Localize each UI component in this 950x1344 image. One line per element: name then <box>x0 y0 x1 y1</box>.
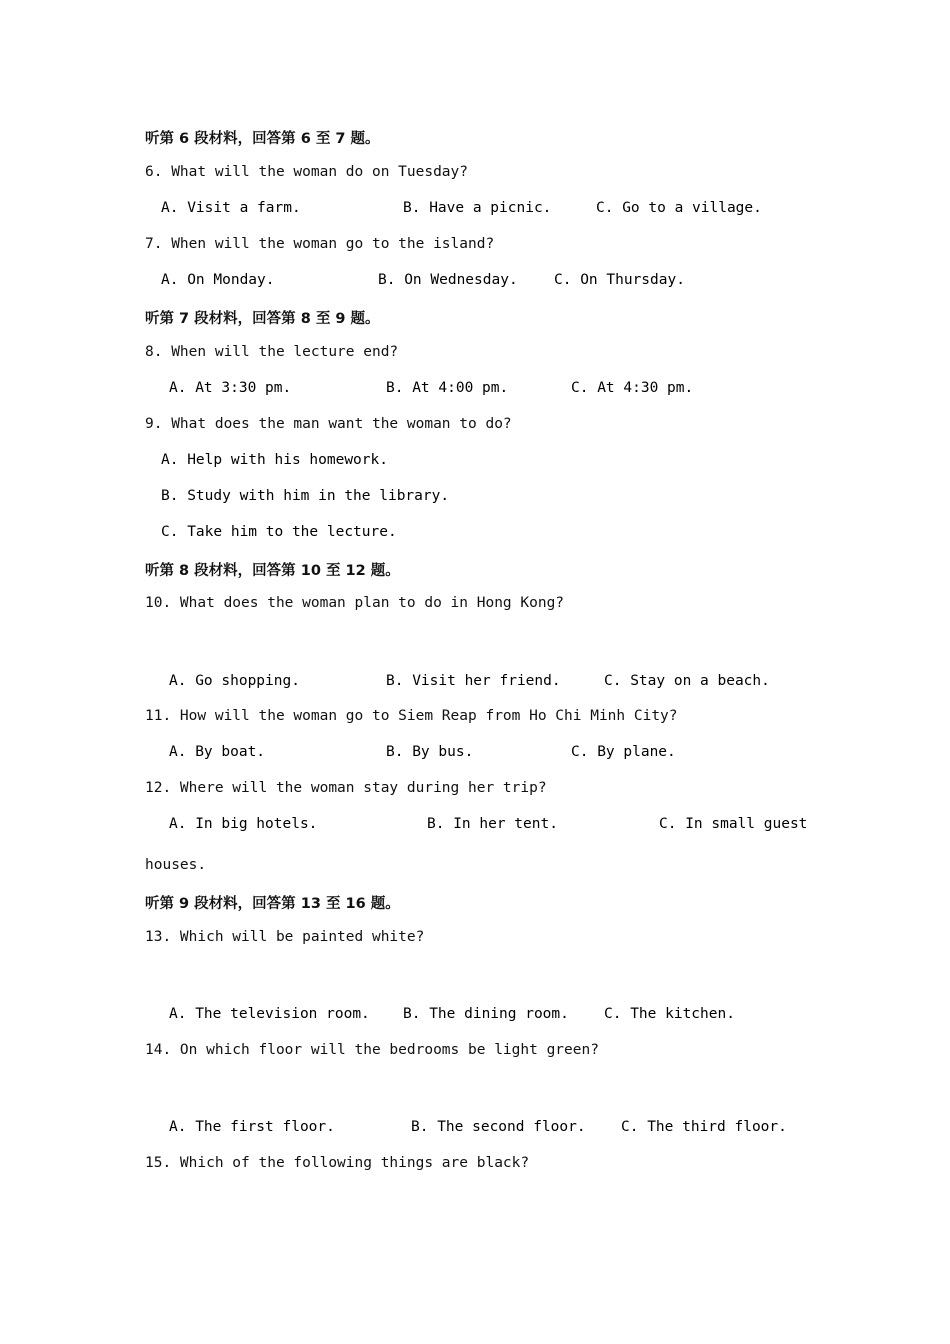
section-header-6: 听第 6 段材料，回答第 6 至 7 题。 <box>145 131 380 147</box>
q11-option-a: A. By boat. <box>169 744 266 760</box>
q9-option-a: A. Help with his homework. <box>161 452 388 468</box>
section-header-7: 听第 7 段材料，回答第 8 至 9 题。 <box>145 311 380 327</box>
question-10: 10. What does the woman plan to do in Hong Kong? <box>145 595 565 611</box>
question-8: 8. When will the lecture end? <box>145 344 399 360</box>
q8-option-b: B. At 4:00 pm. <box>386 380 509 396</box>
question-11: 11. How will the woman go to Siem Reap from Ho Chi Minh City? <box>145 708 678 724</box>
q7-option-b: B. On Wednesday. <box>378 272 518 288</box>
q12-option-b: B. In her tent. <box>427 816 558 832</box>
q11-option-c: C. By plane. <box>571 744 676 760</box>
q14-option-a: A. The first floor. <box>169 1119 335 1135</box>
q13-option-a: A. The television room. <box>169 1006 370 1022</box>
question-15: 15. Which of the following things are black? <box>145 1155 530 1171</box>
question-9: 9. What does the man want the woman to do? <box>145 416 512 432</box>
q10-option-a: A. Go shopping. <box>169 673 300 689</box>
question-7: 7. When will the woman go to the island? <box>145 236 495 252</box>
question-6: 6. What will the woman do on Tuesday? <box>145 164 469 180</box>
q14-option-b: B. The second floor. <box>411 1119 586 1135</box>
q12-option-a: A. In big hotels. <box>169 816 318 832</box>
q12-option-c-continued: houses. <box>145 857 207 873</box>
section-header-9: 听第 9 段材料，回答第 13 至 16 题。 <box>145 896 400 912</box>
q13-option-b: B. The dining room. <box>403 1006 569 1022</box>
question-13: 13. Which will be painted white? <box>145 929 425 945</box>
q6-option-b: B. Have a picnic. <box>403 200 552 216</box>
q6-option-c: C. Go to a village. <box>596 200 762 216</box>
q7-option-c: C. On Thursday. <box>554 272 685 288</box>
q8-option-a: A. At 3:30 pm. <box>169 380 292 396</box>
q9-option-b: B. Study with him in the library. <box>161 488 450 504</box>
q10-option-b: B. Visit her friend. <box>386 673 561 689</box>
q11-option-b: B. By bus. <box>386 744 474 760</box>
q7-option-a: A. On Monday. <box>161 272 275 288</box>
q9-option-c: C. Take him to the lecture. <box>161 524 397 540</box>
q13-option-c: C. The kitchen. <box>604 1006 735 1022</box>
question-12: 12. Where will the woman stay during her trip? <box>145 780 547 796</box>
q8-option-c: C. At 4:30 pm. <box>571 380 694 396</box>
section-header-8: 听第 8 段材料，回答第 10 至 12 题。 <box>145 563 400 579</box>
q10-option-c: C. Stay on a beach. <box>604 673 770 689</box>
q6-option-a: A. Visit a farm. <box>161 200 301 216</box>
q14-option-c: C. The third floor. <box>621 1119 787 1135</box>
question-14: 14. On which floor will the bedrooms be light green? <box>145 1042 599 1058</box>
q12-option-c: C. In small guest <box>659 816 808 832</box>
